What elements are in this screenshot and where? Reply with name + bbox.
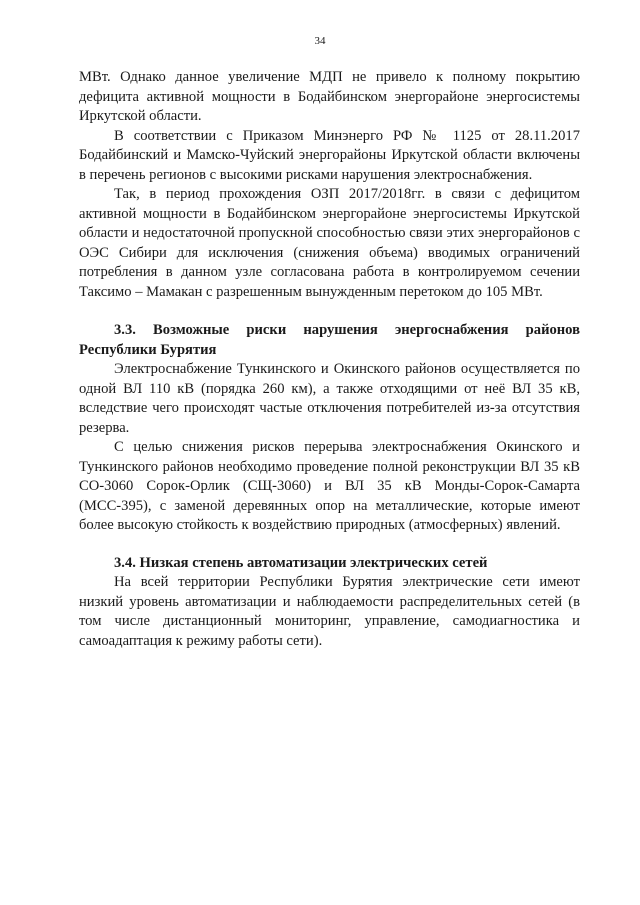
page-body <box>79 68 580 651</box>
section-heading-3-3: 3.3. Возможные риски нарушения энергоснабжения районов Республики Бурятия <box>79 322 580 358</box>
page-number: 34 <box>314 35 326 47</box>
paragraph-reconstruction: С целью снижения рисков перерыва электроснабжения Окинского и Тункинского районов необходимо проведение полной реконструкции ВЛ 35 кВ СО-3060 Сорок-Орлик (СЩ-3060) и ВЛ 35 кВ Монды-Сорок-Самарта (МСС-395), с заменой деревянных опор на металлические, которые имеют более высокую стойкость к воздействию природных (атмосферных) явлений. <box>79 439 580 533</box>
paragraph-order-1125: В соответствии с Приказом Минэнерго РФ № 1125 от 28.11.2017 Бодайбинский и Мамско-Чуйский энергорайоны Иркутской области включены в перечень регионов с высокими рисками нарушения электроснабжения. <box>79 127 580 183</box>
paragraph-ozp-2017-2018: Так, в период прохождения ОЗП 2017/2018гг. в связи с дефицитом активной мощности в Бодайбинском энергорайоне энергосистемы Иркутской области и недостаточной пропускной способностью связи этих энергорайонов с ОЭС Сибири для исключения (снижения объема) вводимых ограничений потребления в данном узле согласована работа в контролируемом сечении Таксимо – Мамакан с разрешенным вынужденным перетоком до 105 МВт. <box>79 186 580 300</box>
section-heading-3-4: 3.4. Низкая степень автоматизации электрических сетей <box>114 554 488 571</box>
paragraph-tunkinsky-okinsky: Электроснабжение Тункинского и Окинского районов осуществляется по одной ВЛ 110 кВ (порядка 260 км), а также отходящими от неё ВЛ 35 кВ, вследствие чего происходят частые отключения потребителей из-за отсутствия резерва. <box>79 361 580 436</box>
section-spacer <box>79 302 580 321</box>
section-spacer <box>79 536 580 554</box>
paragraph-continuation: МВт. Однако данное увеличение МДП не привело к полному покрытию дефицита активной мощности в Бодайбинском энергорайоне энергосистемы Иркутской области. <box>79 69 580 124</box>
paragraph-automation: На всей территории Республики Бурятия электрические сети имеют низкий уровень автоматизации и наблюдаемости распределительных сетей (в том числе дистанционный мониторинг, управление, самодиагностика и самоадаптация к режиму работы сети). <box>79 574 580 649</box>
